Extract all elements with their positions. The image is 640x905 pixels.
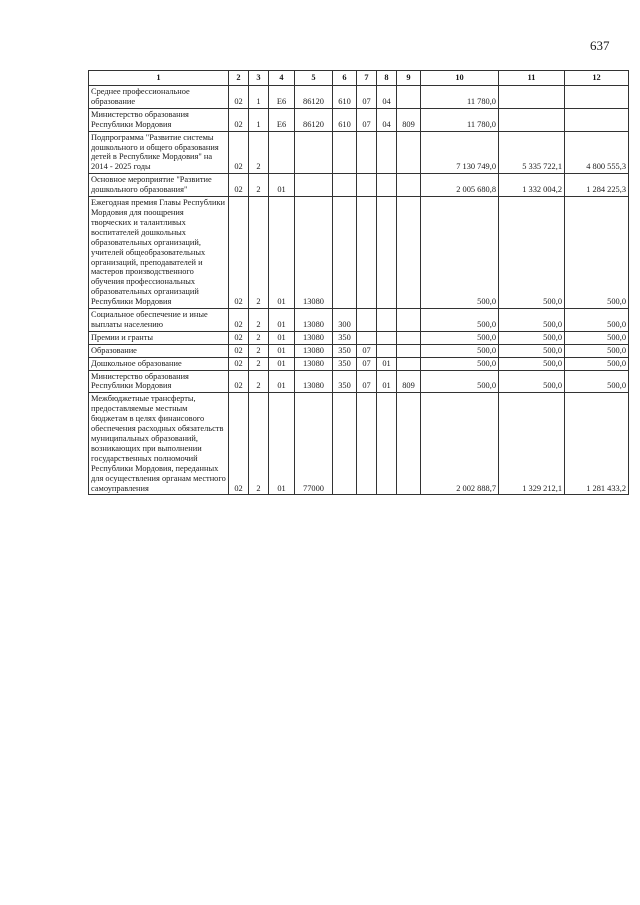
cell-amount: 1 329 212,1 (499, 393, 565, 495)
cell-code: 01 (269, 309, 295, 332)
column-header: 1 (89, 71, 229, 86)
row-name: Среднее профессиональное образование (89, 86, 229, 109)
cell-code: 13080 (295, 344, 333, 357)
cell-amount: 500,0 (421, 331, 499, 344)
column-header: 12 (565, 71, 629, 86)
cell-code (377, 309, 397, 332)
cell-code: 02 (229, 309, 249, 332)
column-header: 10 (421, 71, 499, 86)
cell-code (333, 393, 357, 495)
cell-amount (499, 108, 565, 131)
cell-code: 350 (333, 357, 357, 370)
cell-code: 04 (377, 86, 397, 109)
cell-code: 07 (357, 108, 377, 131)
table-header-row (89, 71, 629, 86)
cell-code: 2 (249, 309, 269, 332)
cell-code: 13080 (295, 197, 333, 309)
cell-code: Е6 (269, 108, 295, 131)
cell-amount: 500,0 (421, 197, 499, 309)
cell-amount: 500,0 (421, 309, 499, 332)
cell-amount: 1 332 004,2 (499, 174, 565, 197)
table-row (89, 393, 629, 495)
cell-code (377, 131, 397, 174)
cell-code (357, 393, 377, 495)
page-number: 637 (590, 38, 610, 53)
cell-amount: 11 780,0 (421, 108, 499, 131)
row-name: Ежегодная премия Главы Республики Мордовия для поощрения творческих и талантливых воспитателей дошкольных образовательных организаций, учителей общеобразовательных организаций, преподавателей и мастеров производственного обучения профессиональных образовательных организаций Республики Мордовия (89, 197, 229, 309)
cell-code (397, 131, 421, 174)
cell-code (377, 344, 397, 357)
cell-amount: 2 005 680,8 (421, 174, 499, 197)
table-row (89, 331, 629, 344)
cell-code (397, 309, 421, 332)
cell-code: 610 (333, 86, 357, 109)
cell-code (357, 309, 377, 332)
cell-code: 02 (229, 108, 249, 131)
cell-amount: 2 002 888,7 (421, 393, 499, 495)
cell-code: 13080 (295, 357, 333, 370)
cell-amount: 500,0 (421, 370, 499, 393)
cell-code: 350 (333, 370, 357, 393)
cell-code: 02 (229, 131, 249, 174)
table-row (89, 174, 629, 197)
column-header: 3 (249, 71, 269, 86)
row-name: Образование (89, 344, 229, 357)
cell-code: 04 (377, 108, 397, 131)
cell-code: 86120 (295, 108, 333, 131)
cell-amount: 500,0 (565, 344, 629, 357)
column-header: 4 (269, 71, 295, 86)
column-header: 8 (377, 71, 397, 86)
cell-amount: 500,0 (499, 197, 565, 309)
cell-code: 13080 (295, 309, 333, 332)
cell-amount: 500,0 (499, 331, 565, 344)
cell-amount: 500,0 (421, 344, 499, 357)
cell-code (357, 331, 377, 344)
cell-amount: 500,0 (565, 331, 629, 344)
row-name: Премии и гранты (89, 331, 229, 344)
cell-code (295, 131, 333, 174)
table-row (89, 309, 629, 332)
cell-code: 350 (333, 331, 357, 344)
cell-code (357, 174, 377, 197)
cell-code: 01 (269, 370, 295, 393)
cell-code: 01 (269, 331, 295, 344)
cell-code: 809 (397, 370, 421, 393)
table-row (89, 131, 629, 174)
cell-amount: 500,0 (565, 370, 629, 393)
cell-code: 2 (249, 131, 269, 174)
cell-amount: 4 800 555,3 (565, 131, 629, 174)
cell-amount: 500,0 (565, 309, 629, 332)
cell-code (397, 331, 421, 344)
cell-amount: 500,0 (565, 197, 629, 309)
cell-amount: 5 335 722,1 (499, 131, 565, 174)
cell-code: 77000 (295, 393, 333, 495)
cell-code: 01 (377, 357, 397, 370)
row-name: Подпрограмма "Развитие системы дошкольного и общего образования детей в Республике Мордовия" на 2014 - 2025 годы (89, 131, 229, 174)
cell-amount: 500,0 (499, 344, 565, 357)
cell-code: 13080 (295, 331, 333, 344)
cell-code: 2 (249, 370, 269, 393)
column-header: 7 (357, 71, 377, 86)
cell-code (357, 131, 377, 174)
cell-code (333, 197, 357, 309)
cell-code: Е6 (269, 86, 295, 109)
cell-code: 01 (269, 174, 295, 197)
cell-code: 01 (269, 197, 295, 309)
cell-code: 1 (249, 108, 269, 131)
cell-code (397, 86, 421, 109)
cell-code: 1 (249, 86, 269, 109)
cell-code (397, 393, 421, 495)
table-row (89, 344, 629, 357)
cell-code (397, 174, 421, 197)
column-header: 5 (295, 71, 333, 86)
cell-amount (499, 86, 565, 109)
row-name: Социальное обеспечение и иные выплаты населению (89, 309, 229, 332)
cell-code (357, 197, 377, 309)
table-row (89, 86, 629, 109)
column-header: 6 (333, 71, 357, 86)
cell-code: 02 (229, 344, 249, 357)
cell-code (377, 393, 397, 495)
cell-code: 13080 (295, 370, 333, 393)
cell-code (377, 331, 397, 344)
cell-amount: 500,0 (499, 357, 565, 370)
cell-code (397, 357, 421, 370)
cell-code: 02 (229, 357, 249, 370)
table-row (89, 108, 629, 131)
cell-code: 01 (269, 344, 295, 357)
cell-code (397, 344, 421, 357)
cell-code (295, 174, 333, 197)
row-name: Основное мероприятие "Развитие дошкольного образования" (89, 174, 229, 197)
cell-code: 07 (357, 86, 377, 109)
cell-code: 809 (397, 108, 421, 131)
cell-amount: 500,0 (565, 357, 629, 370)
cell-code: 2 (249, 197, 269, 309)
cell-code (333, 131, 357, 174)
budget-table (88, 70, 629, 495)
row-name: Министерство образования Республики Мордовия (89, 108, 229, 131)
cell-code (377, 174, 397, 197)
cell-amount: 1 284 225,3 (565, 174, 629, 197)
cell-code: 610 (333, 108, 357, 131)
cell-code: 02 (229, 393, 249, 495)
cell-code (397, 197, 421, 309)
column-header: 11 (499, 71, 565, 86)
cell-amount: 500,0 (499, 309, 565, 332)
row-name: Министерство образования Республики Мордовия (89, 370, 229, 393)
cell-code: 01 (269, 357, 295, 370)
cell-code: 2 (249, 344, 269, 357)
column-header: 9 (397, 71, 421, 86)
cell-amount: 500,0 (421, 357, 499, 370)
cell-code: 01 (377, 370, 397, 393)
cell-code: 07 (357, 357, 377, 370)
row-name: Дошкольное образование (89, 357, 229, 370)
table-row (89, 357, 629, 370)
cell-code: 07 (357, 344, 377, 357)
cell-code: 01 (269, 393, 295, 495)
cell-code (333, 174, 357, 197)
cell-code: 300 (333, 309, 357, 332)
cell-code: 07 (357, 370, 377, 393)
cell-code: 2 (249, 331, 269, 344)
cell-code: 02 (229, 370, 249, 393)
column-header: 2 (229, 71, 249, 86)
cell-amount (565, 108, 629, 131)
cell-amount: 11 780,0 (421, 86, 499, 109)
row-name: Межбюджетные трансферты, предоставляемые местным бюджетам в целях финансового обеспечения расходных обязательств муниципальных образований, возникающих при выполнении государственных полномочий Республики Мордовия, переданных для осуществления органам местного самоуправления (89, 393, 229, 495)
cell-amount: 1 281 433,2 (565, 393, 629, 495)
cell-code: 2 (249, 174, 269, 197)
cell-code: 02 (229, 197, 249, 309)
cell-code: 02 (229, 174, 249, 197)
cell-code: 2 (249, 393, 269, 495)
cell-code: 02 (229, 86, 249, 109)
cell-code: 86120 (295, 86, 333, 109)
cell-code (377, 197, 397, 309)
cell-amount: 500,0 (499, 370, 565, 393)
cell-amount: 7 130 749,0 (421, 131, 499, 174)
cell-code: 350 (333, 344, 357, 357)
cell-amount (565, 86, 629, 109)
table-row (89, 197, 629, 309)
table-row (89, 370, 629, 393)
cell-code (269, 131, 295, 174)
cell-code: 02 (229, 331, 249, 344)
cell-code: 2 (249, 357, 269, 370)
